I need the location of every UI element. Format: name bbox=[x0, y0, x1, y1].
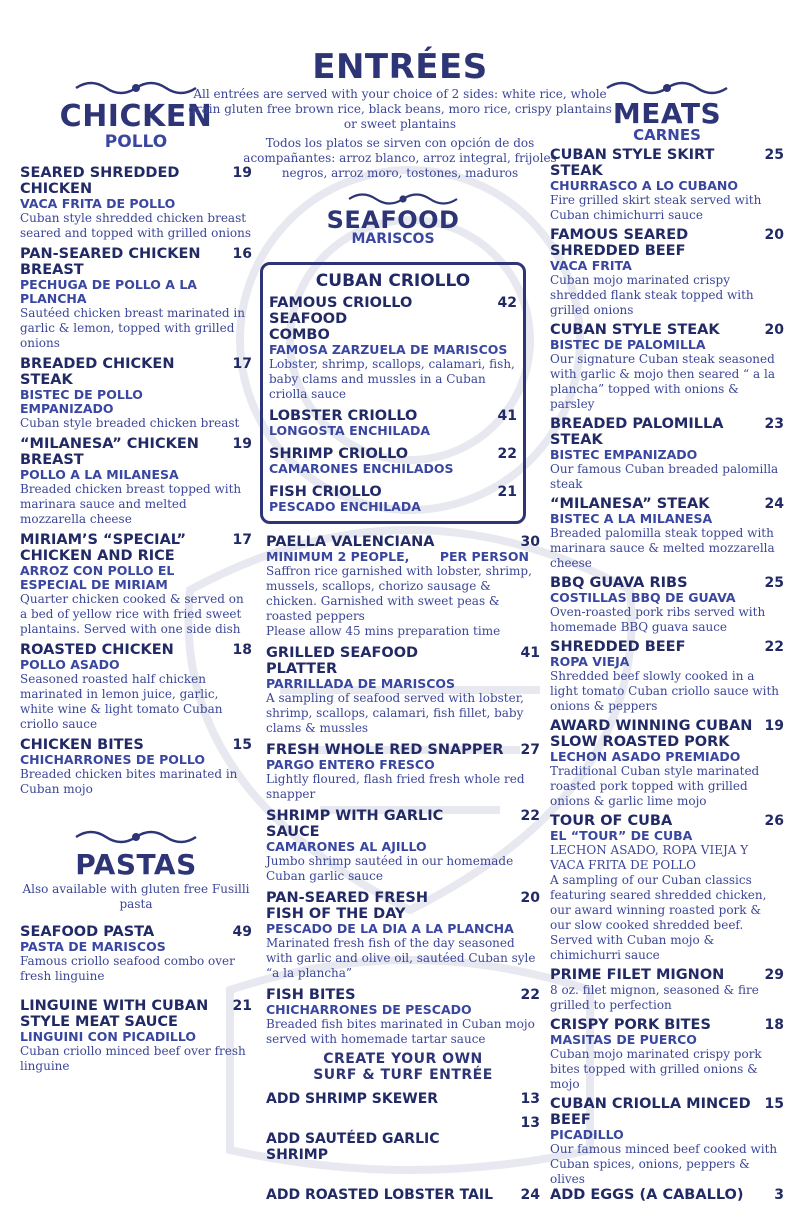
item-name: CUBAN STYLE STEAK bbox=[550, 322, 720, 338]
item-spanish: CAMARONES AL AJILLO bbox=[266, 839, 427, 854]
item-desc: Seasoned roasted half chicken marinated in lemon juice, garlic, white wine & light tomato Cuban criollo sauce bbox=[20, 672, 223, 731]
item-price: 26 bbox=[764, 813, 784, 829]
item-name: CHICKEN BITES bbox=[20, 737, 144, 753]
menu-item-milanesa-steak bbox=[550, 496, 784, 571]
item-name: PAN-SEARED CHICKEN BREAST bbox=[20, 246, 201, 278]
item-price: 30 bbox=[520, 534, 540, 550]
item-price: 15 bbox=[232, 737, 252, 753]
menu-item-bbq-guava-ribs bbox=[550, 575, 784, 635]
meats-title: MEATS bbox=[612, 97, 722, 130]
item-price: 24 bbox=[764, 496, 784, 512]
item-price: 19 bbox=[232, 436, 252, 452]
menu-item-grilled-seafood-platter bbox=[266, 645, 540, 736]
item-note: Please allow 45 mins preparation time bbox=[266, 624, 501, 638]
menu-item-lobster-criollo bbox=[269, 408, 517, 438]
item-name: LOBSTER CRIOLLO bbox=[269, 408, 418, 424]
chicken-list bbox=[20, 165, 252, 797]
menu-item-fish-bites bbox=[266, 987, 540, 1047]
right-column bbox=[550, 0, 784, 1203]
menu-item-miriams-special bbox=[20, 532, 252, 637]
item-price: 19 bbox=[764, 718, 784, 734]
meats-subtitle: CARNES bbox=[633, 126, 701, 144]
item-spanish: POLLO A LA MILANESA bbox=[20, 467, 179, 482]
menu-item-pan-seared-chicken-breast bbox=[20, 246, 252, 351]
item-spanish: BISTEC DE POLLO EMPANIZADO bbox=[20, 387, 143, 416]
item-spanish: POLLO ASADO bbox=[20, 657, 120, 672]
item-name: FRESH WHOLE RED SNAPPER bbox=[266, 742, 504, 758]
item-name: GRILLED SEAFOOD PLATTER bbox=[266, 645, 419, 677]
item-price: 49 bbox=[232, 924, 252, 940]
menu-item-chicken-bites bbox=[20, 737, 252, 797]
item-price: 25 bbox=[764, 575, 784, 591]
item-desc: Breaded chicken breast topped with marinara sauce and melted mozzarella cheese bbox=[20, 482, 242, 526]
addon-lobster-tail bbox=[266, 1187, 540, 1203]
item-desc: Cuban style breaded chicken breast bbox=[20, 416, 240, 430]
item-name: CUBAN CRIOLLA MINCED BEEF bbox=[550, 1096, 751, 1128]
item-name: “MILANESA” CHICKEN BREAST bbox=[20, 436, 199, 468]
item-name: BREADED PALOMILLA STEAK bbox=[550, 416, 724, 448]
menu-item-roasted-pork bbox=[550, 718, 784, 809]
seafood-title: SEAFOOD bbox=[326, 206, 460, 234]
item-price: 42 bbox=[497, 295, 517, 311]
cuban-criollo-box bbox=[260, 262, 526, 524]
item-spanish: PARGO ENTERO FRESCO bbox=[266, 757, 435, 772]
item-spanish: PESCADO ENCHILADA bbox=[269, 499, 421, 514]
item-desc: Cuban style shredded chicken breast seared and topped with grilled onions bbox=[20, 211, 252, 240]
item-price: 18 bbox=[764, 1017, 784, 1033]
menu-item-breaded-chicken-steak bbox=[20, 356, 252, 431]
item-price: 25 bbox=[764, 147, 784, 163]
item-price: 18 bbox=[232, 642, 252, 658]
item-price: 29 bbox=[764, 967, 784, 983]
item-desc: Famous criollo seafood combo over fresh linguine bbox=[20, 954, 235, 983]
item-name: SHRIMP WITH GARLIC SAUCE bbox=[266, 808, 444, 840]
item-name: ADD EGGS (A CABALLO) bbox=[550, 1187, 744, 1203]
menu-item-red-snapper bbox=[266, 742, 540, 802]
menu-item-seafood-pasta bbox=[20, 924, 252, 984]
item-price: 17 bbox=[232, 356, 252, 372]
item-price: 41 bbox=[520, 645, 540, 661]
menu-item-picadillo bbox=[550, 1096, 784, 1187]
item-name: TOUR OF CUBA bbox=[550, 813, 673, 829]
item-spanish: VACA FRITA DE POLLO bbox=[20, 196, 176, 211]
pastas-list bbox=[20, 924, 252, 1074]
entrees-title: ENTRÉES bbox=[312, 47, 488, 87]
item-name: BBQ GUAVA RIBS bbox=[550, 575, 688, 591]
item-desc: Breaded palomilla steak topped with marinara sauce & melted mozzarella cheese bbox=[550, 526, 775, 570]
addon-name: ADD ROASTED LOBSTER TAIL bbox=[266, 1187, 494, 1203]
menu-item-tour-of-cuba bbox=[550, 813, 784, 963]
item-price: 23 bbox=[764, 416, 784, 432]
item-name: SHREDDED BEEF bbox=[550, 639, 686, 655]
ornament-icon bbox=[602, 78, 732, 98]
menu-item-breaded-palomilla bbox=[550, 416, 784, 492]
item-spanish: MASITAS DE PUERCO bbox=[550, 1032, 697, 1047]
addon-name: ADD SHRIMP SKEWER bbox=[266, 1091, 439, 1107]
item-desc: Cuban mojo marinated crispy pork bites topped with grilled onions & mojo bbox=[550, 1047, 762, 1091]
item-price: 20 bbox=[520, 890, 540, 906]
item-name: FISH BITES bbox=[266, 987, 356, 1003]
item-name: FAMOUS CRIOLLO SEAFOOD COMBO bbox=[269, 295, 413, 343]
item-spanish: CHICHARRONES DE POLLO bbox=[20, 752, 205, 767]
item-desc: 8 oz. filet mignon, seasoned & fire grilled to perfection bbox=[550, 983, 759, 1012]
menu-item-fish-criollo bbox=[269, 484, 517, 514]
item-desc: LECHON ASADO, ROPA VIEJA Y VACA FRITA DE POLLO A sampling of our Cuban classics featuring seared shredded chicken, our award winning roasted pork & our slow cooked shredded beef. Served with Cuban mojo & chimichurri sauce bbox=[550, 843, 767, 962]
menu-item-ropa-vieja bbox=[550, 639, 784, 714]
item-name: CUBAN STYLE SKIRT STEAK bbox=[550, 147, 715, 179]
item-spanish: CHICHARRONES DE PESCADO bbox=[266, 1002, 472, 1017]
menu-item-paella bbox=[266, 534, 540, 639]
item-price: 15 bbox=[764, 1096, 784, 1112]
menu-item-vaca-frita bbox=[550, 227, 784, 318]
menu-item-criollo-seafood-combo bbox=[269, 295, 517, 402]
item-name: PAN-SEARED FRESH FISH OF THE DAY bbox=[266, 890, 428, 922]
item-price: 17 bbox=[232, 532, 252, 548]
item-name: PAELLA VALENCIANA bbox=[266, 534, 435, 550]
item-spanish: COSTILLAS BBQ DE GUAVA bbox=[550, 590, 736, 605]
menu-item-fish-of-the-day bbox=[266, 890, 540, 981]
item-name: MIRIAM’S “SPECIAL” CHICKEN AND RICE bbox=[20, 532, 187, 564]
item-name: FAMOUS SEARED SHREDDED BEEF bbox=[550, 227, 689, 259]
item-desc: Marinated fresh fish of the day seasoned with garlic and olive oil, sautéed Cuban syle “a la plancha” bbox=[266, 936, 536, 980]
item-spanish: PESCADO DE LA DIA A LA PLANCHA bbox=[266, 921, 514, 936]
menu-item-linguine-picadillo bbox=[20, 998, 252, 1074]
item-spanish: PASTA DE MARISCOS bbox=[20, 939, 166, 954]
menu-item-filet-mignon bbox=[550, 967, 784, 1013]
item-name: CRISPY PORK BITES bbox=[550, 1017, 711, 1033]
item-price: 41 bbox=[497, 408, 517, 424]
item-spanish: VACA FRITA bbox=[550, 258, 632, 273]
menu-item-shrimp-criollo bbox=[269, 446, 517, 476]
item-desc: Cuban mojo marinated crispy shredded flank steak topped with grilled onions bbox=[550, 273, 754, 317]
item-spanish: ROPA VIEJA bbox=[550, 654, 630, 669]
item-name: PRIME FILET MIGNON bbox=[550, 967, 725, 983]
item-desc: Our famous minced beef cooked with Cuban spices, onions, peppers & olives bbox=[550, 1142, 778, 1186]
item-desc: Oven-roasted pork ribs served with homemade BBQ guava sauce bbox=[550, 605, 766, 634]
item-price: 19 bbox=[232, 165, 252, 181]
item-desc: Shredded beef slowly cooked in a light tomato Cuban criollo sauce with onions & peppers bbox=[550, 669, 780, 713]
item-desc: Jumbo shrimp sautéed in our homemade Cuban garlic sauce bbox=[266, 854, 514, 883]
item-spanish: PECHUGA DE POLLO A LA PLANCHA bbox=[20, 277, 197, 306]
item-desc: Breaded chicken bites marinated in Cuban mojo bbox=[20, 767, 238, 796]
item-spanish: LINGUINI CON PICADILLO bbox=[20, 1029, 197, 1044]
item-desc: Traditional Cuban style marinated roasted pork topped with grilled onions & garlic lime mojo bbox=[550, 764, 760, 808]
item-name: SEARED SHREDDED CHICKEN bbox=[20, 165, 180, 197]
item-name: AWARD WINNING CUBAN SLOW ROASTED PORK bbox=[550, 718, 753, 750]
item-spanish: BISTEC DE PALOMILLA bbox=[550, 337, 706, 352]
menu-item-milanesa-chicken-breast bbox=[20, 436, 252, 527]
addon-name: ADD SAUTÉED GARLIC SHRIMP bbox=[266, 1131, 440, 1163]
item-spanish: MINIMUM 2 PEOPLE, PER PERSON bbox=[266, 549, 529, 564]
item-name: SHRIMP CRIOLLO bbox=[269, 446, 409, 462]
item-price: 22 bbox=[764, 639, 784, 655]
criollo-title: CUBAN CRIOLLO bbox=[315, 271, 471, 291]
seafood-subtitle: MARISCOS bbox=[351, 231, 435, 247]
item-spanish: LONGOSTA ENCHILADA bbox=[269, 423, 431, 438]
item-spanish: CAMARONES ENCHILADOS bbox=[269, 461, 454, 476]
item-price: 20 bbox=[764, 227, 784, 243]
item-price: 27 bbox=[520, 742, 540, 758]
item-spanish: FAMOSA ZARZUELA DE MARISCOS bbox=[269, 342, 508, 357]
item-name: ROASTED CHICKEN bbox=[20, 642, 174, 658]
item-desc: Fire grilled skirt steak served with Cuban chimichurri sauce bbox=[550, 193, 762, 222]
menu-item-shrimp-garlic-sauce bbox=[266, 808, 540, 884]
item-desc: A sampling of seafood served with lobster, shrimp, scallops, calamari, fish fillet, baby clams & mussles bbox=[266, 691, 524, 735]
item-price: 20 bbox=[764, 322, 784, 338]
item-name: BREADED CHICKEN STEAK bbox=[20, 356, 175, 388]
item-desc: Breaded fish bites marinated in Cuban mojo served with homemade tartar sauce bbox=[266, 1017, 535, 1046]
item-price: 22 bbox=[520, 987, 540, 1003]
item-desc: Cuban criollo minced beef over fresh linguine bbox=[20, 1044, 246, 1073]
item-price: 21 bbox=[497, 484, 517, 500]
item-price: 22 bbox=[520, 808, 540, 824]
item-spanish: BISTEC A LA MILANESA bbox=[550, 511, 713, 526]
item-desc: Sautéed chicken breast marinated in garlic & lemon, topped with grilled onions bbox=[20, 306, 245, 350]
menu-item-crispy-pork-bites bbox=[550, 1017, 784, 1092]
menu-item-add-eggs bbox=[550, 1187, 784, 1203]
menu-item-cuban-style-steak bbox=[550, 322, 784, 412]
surf-turf-title: CREATE YOUR OWN SURF & TURF ENTRÉE bbox=[313, 1051, 493, 1083]
item-desc: Lobster, shrimp, scallops, calamari, fish, baby clams and mussles in a Cuban criolla sauce bbox=[269, 357, 515, 401]
item-spanish: CHURRASCO A LO CUBANO bbox=[550, 178, 739, 193]
addon-garlic-shrimp bbox=[266, 1115, 540, 1179]
seafood-list bbox=[266, 534, 540, 1203]
item-price: 16 bbox=[232, 246, 252, 262]
item-name: LINGUINE WITH CUBAN STYLE MEAT SAUCE bbox=[20, 998, 209, 1030]
pastas-title: PASTAS bbox=[75, 848, 197, 881]
chicken-subtitle: POLLO bbox=[104, 132, 168, 152]
item-spanish: PARRILLADA DE MARISCOS bbox=[266, 676, 456, 691]
item-name: SEAFOOD PASTA bbox=[20, 924, 155, 940]
addon-price: 13 bbox=[520, 1091, 540, 1107]
item-spanish: ARROZ CON POLLO EL ESPECIAL DE MIRIAM bbox=[20, 563, 175, 592]
item-name: “MILANESA” STEAK bbox=[550, 496, 710, 512]
addon-shrimp-skewer bbox=[266, 1091, 540, 1107]
item-desc: Quarter chicken cooked & served on a bed of yellow rice with fried sweet plantains. Served with one side dish bbox=[20, 592, 244, 636]
item-spanish: PICADILLO bbox=[550, 1127, 624, 1142]
ornament-icon bbox=[71, 827, 201, 847]
menu-item-roasted-chicken bbox=[20, 642, 252, 732]
item-spanish: LECHON ASADO PREMIADO bbox=[550, 749, 741, 764]
item-spanish: BISTEC EMPANIZADO bbox=[550, 447, 698, 462]
chicken-title: CHICKEN bbox=[59, 99, 213, 134]
middle-column bbox=[262, 0, 544, 246]
item-desc: Our famous Cuban breaded palomilla steak bbox=[550, 462, 779, 491]
item-price: 21 bbox=[232, 998, 252, 1014]
item-desc: Saffron rice garnished with lobster, shrimp, mussels, scallops, chorizo sausage & chicken. Garnished with sweet peas & roasted peppers bbox=[266, 564, 532, 623]
menu-item-skirt-steak bbox=[550, 147, 784, 223]
item-name: FISH CRIOLLO bbox=[269, 484, 382, 500]
item-price: 22 bbox=[497, 446, 517, 462]
item-desc: Our signature Cuban steak seasoned with garlic & mojo then seared “ a la plancha” topped with onions & parsley bbox=[550, 352, 775, 411]
meats-list bbox=[550, 147, 784, 1203]
pastas-note: Also available with gluten free Fusilli pasta bbox=[22, 882, 250, 911]
entrees-intro-es: Todos los platos se sirven con opción de dos acompañantes: arroz blanco, arroz integral, frijoles negros, arroz moro, tostones, maduros bbox=[243, 136, 557, 180]
item-spanish: EL “TOUR” DE CUBA bbox=[550, 828, 693, 843]
item-desc: Lightly floured, flash fried fresh whole red snapper bbox=[266, 772, 525, 801]
entrees-intro-en: All entrées are served with your choice of 2 sides: white rice, whole grain gluten free brown rice, black beans, moro rice, crispy plantains or sweet plantains bbox=[188, 87, 612, 131]
item-price: 3 bbox=[774, 1187, 784, 1203]
addon-price: 24 bbox=[520, 1187, 540, 1203]
addon-price: 13 bbox=[520, 1115, 540, 1131]
